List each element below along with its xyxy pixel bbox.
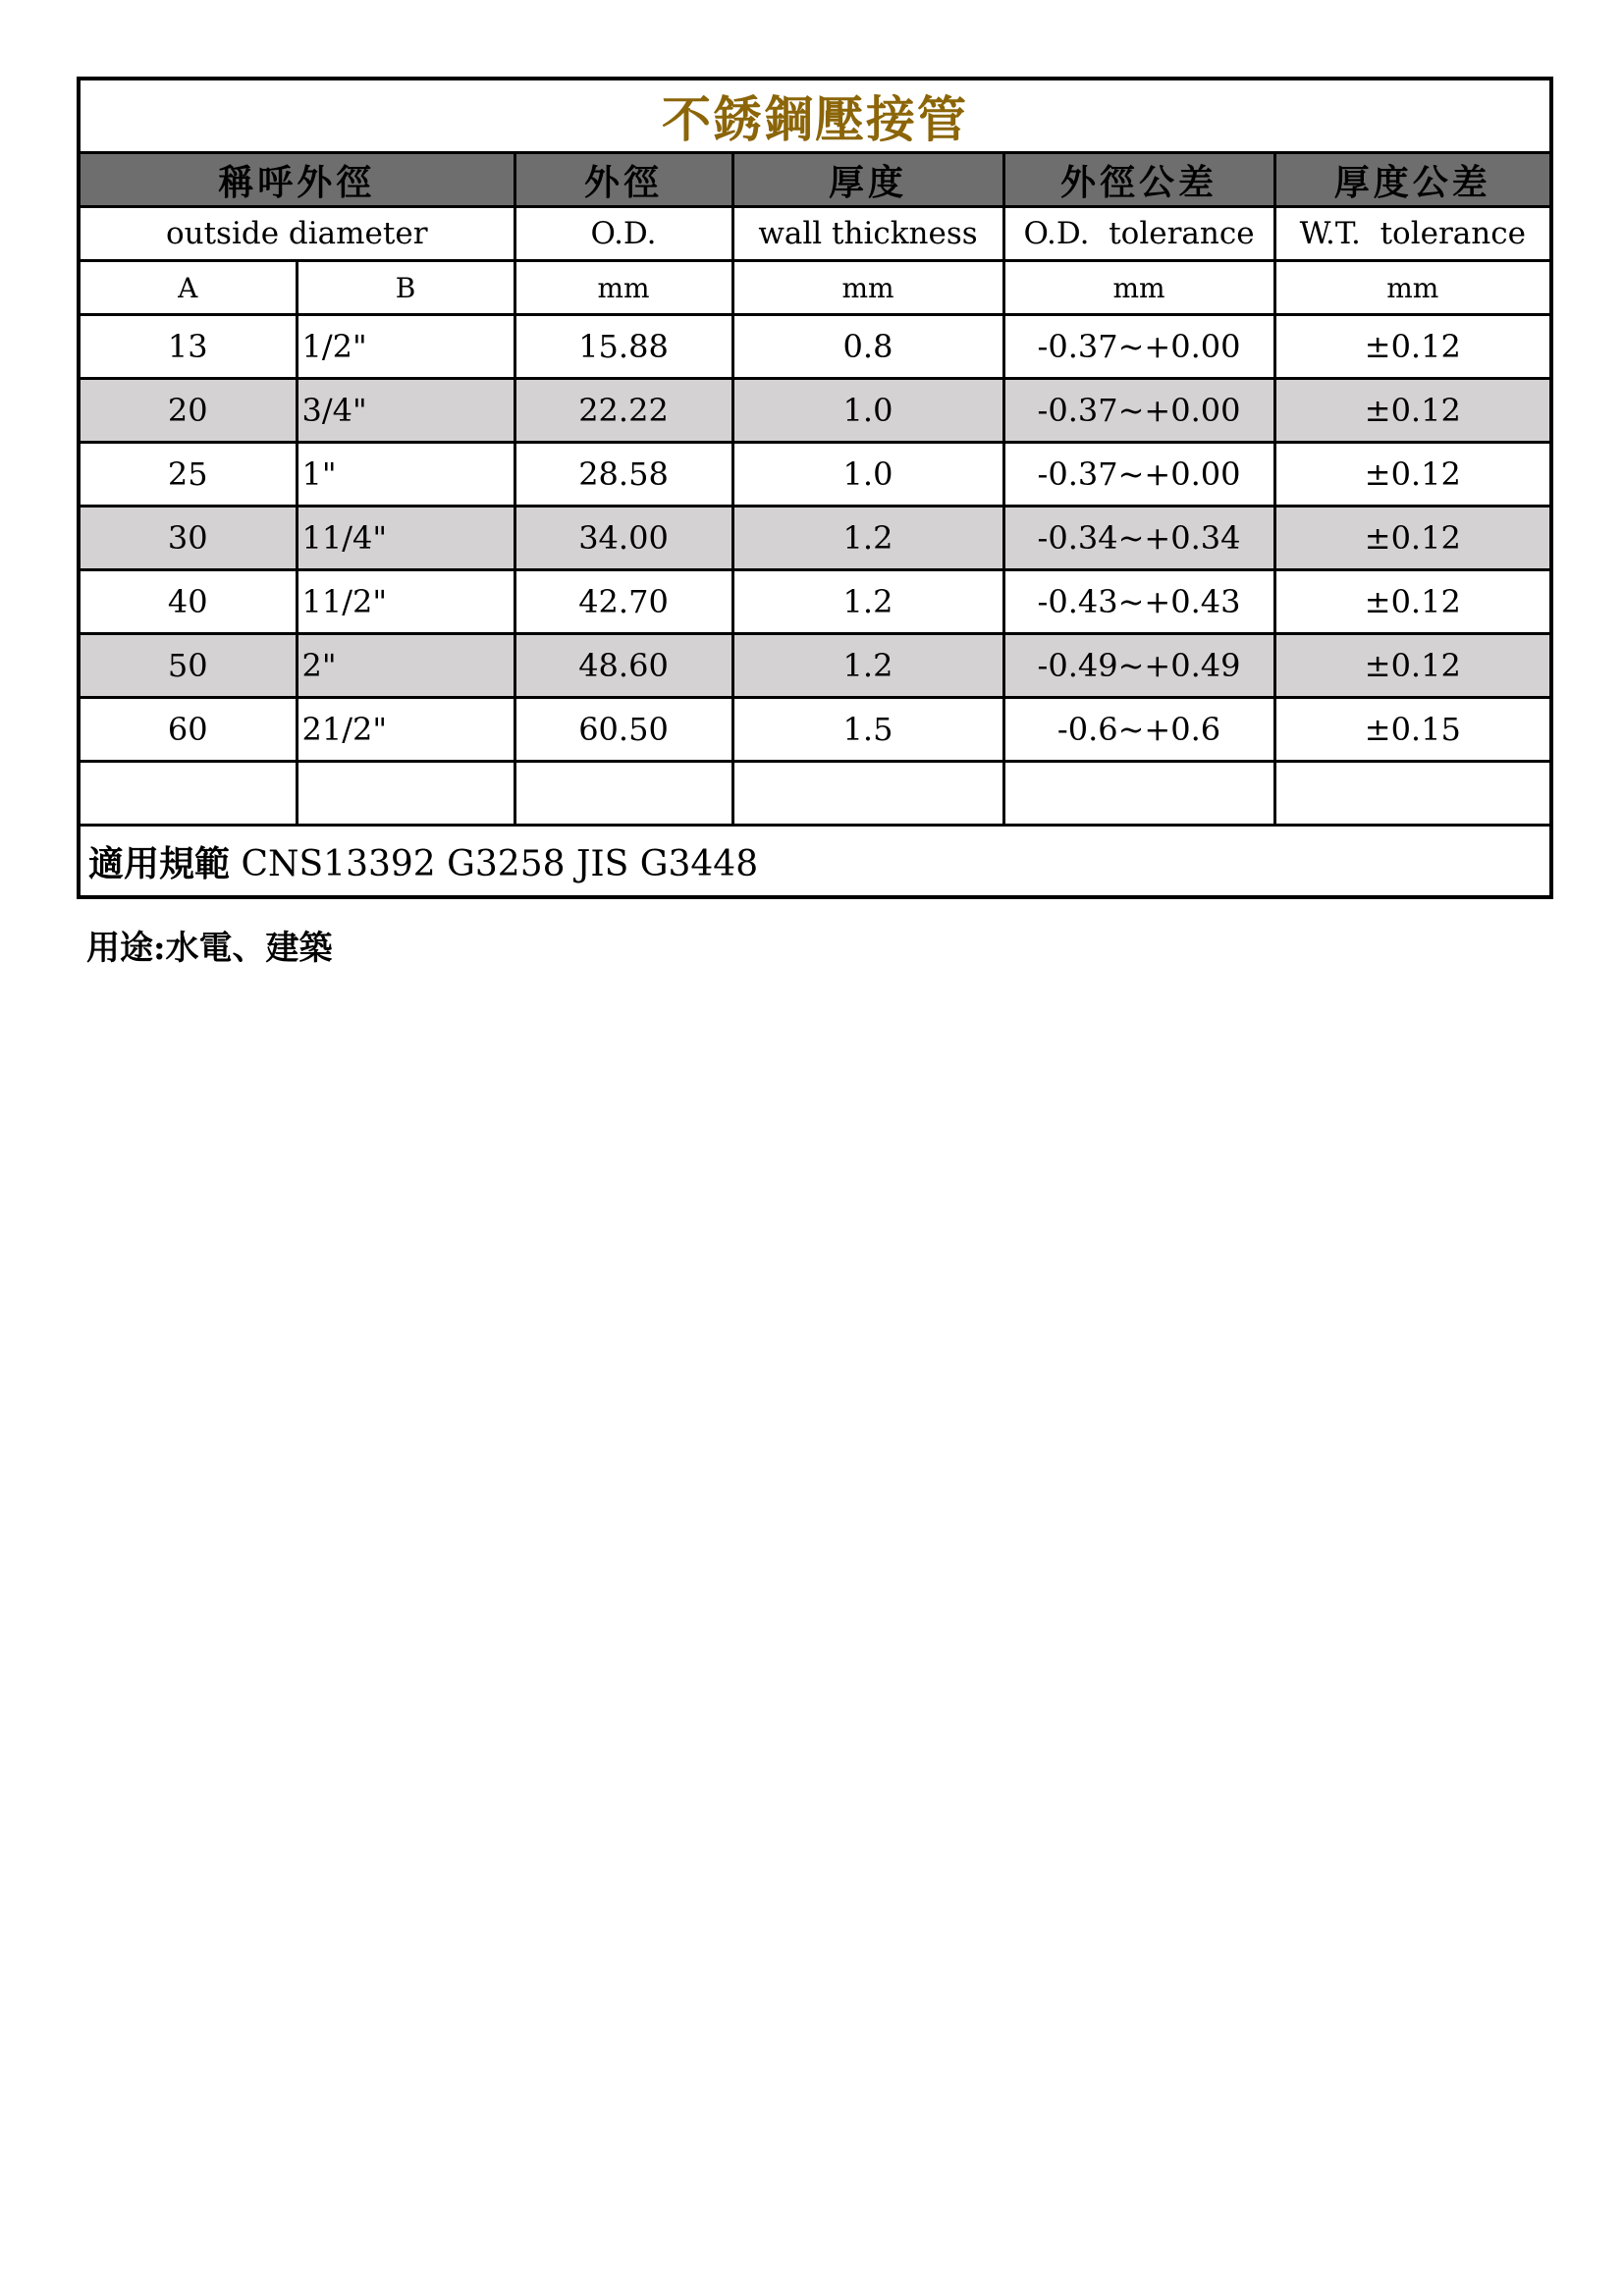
unit-od: mm <box>514 261 732 315</box>
cell-a: 25 <box>79 443 297 507</box>
blank-cell <box>297 762 514 826</box>
cell-od-tol: -0.34~+0.34 <box>1003 507 1274 570</box>
cell-od: 28.58 <box>514 443 732 507</box>
cell-od: 15.88 <box>514 315 732 379</box>
cell-b: 11/4" <box>297 507 514 570</box>
cell-wt: 0.8 <box>732 315 1003 379</box>
header-outer-diameter: 外徑 <box>514 153 732 207</box>
cell-wt-tol: ±0.12 <box>1274 443 1551 507</box>
header-en-od: O.D. <box>514 207 732 261</box>
table-row <box>79 507 1551 570</box>
blank-cell <box>514 762 732 826</box>
cell-wt: 1.2 <box>732 634 1003 698</box>
header-en-od-tolerance: O.D. tolerance <box>1003 207 1274 261</box>
cell-a: 50 <box>79 634 297 698</box>
header-wt-tolerance: 厚度公差 <box>1274 153 1551 207</box>
unit-row <box>79 261 1551 315</box>
cell-od: 60.50 <box>514 698 732 762</box>
usage-text: 用途:水電、建築 <box>86 929 333 968</box>
cell-wt: 1.5 <box>732 698 1003 762</box>
unit-wt-tol: mm <box>1274 261 1551 315</box>
header-thickness: 厚度 <box>732 153 1003 207</box>
cell-od-tol: -0.37~+0.00 <box>1003 315 1274 379</box>
cell-a: 30 <box>79 507 297 570</box>
cell-a: 13 <box>79 315 297 379</box>
cell-a: 60 <box>79 698 297 762</box>
cell-wt-tol: ±0.12 <box>1274 507 1551 570</box>
unit-od-tol: mm <box>1003 261 1274 315</box>
unit-b: B <box>297 261 514 315</box>
table-row <box>79 634 1551 698</box>
cell-wt: 1.0 <box>732 379 1003 443</box>
standard-value: CNS13392 G3258 JIS G3448 <box>241 843 759 884</box>
blank-cell <box>1274 762 1551 826</box>
cell-a: 40 <box>79 570 297 634</box>
cell-b: 21/2" <box>297 698 514 762</box>
table-row <box>79 698 1551 762</box>
cell-b: 1/2" <box>297 315 514 379</box>
blank-cell <box>732 762 1003 826</box>
header-od-tolerance: 外徑公差 <box>1003 153 1274 207</box>
cell-b: 3/4" <box>297 379 514 443</box>
cell-wt-tol: ±0.12 <box>1274 634 1551 698</box>
cell-a: 20 <box>79 379 297 443</box>
standard-cell <box>79 826 1551 898</box>
blank-cell <box>79 762 297 826</box>
cell-b: 2" <box>297 634 514 698</box>
cell-wt-tol: ±0.12 <box>1274 315 1551 379</box>
chinese-header-row <box>79 153 1551 207</box>
standard-label: 適用規範 <box>88 842 231 884</box>
cell-wt: 1.2 <box>732 570 1003 634</box>
cell-od-tol: -0.43~+0.43 <box>1003 570 1274 634</box>
cell-b: 1" <box>297 443 514 507</box>
title-row <box>79 79 1551 153</box>
cell-wt-tol: ±0.12 <box>1274 570 1551 634</box>
cell-wt: 1.0 <box>732 443 1003 507</box>
cell-od: 34.00 <box>514 507 732 570</box>
table-title: 不銹鋼壓接管 <box>79 79 1551 153</box>
header-en-wall-thickness: wall thickness <box>732 207 1003 261</box>
cell-od-tol: -0.6~+0.6 <box>1003 698 1274 762</box>
cell-od: 22.22 <box>514 379 732 443</box>
blank-cell <box>1003 762 1274 826</box>
cell-od-tol: -0.37~+0.00 <box>1003 443 1274 507</box>
header-nominal-diameter: 稱呼外徑 <box>79 153 514 207</box>
header-en-outside-diameter: outside diameter <box>79 207 514 261</box>
table-row <box>79 443 1551 507</box>
cell-od-tol: -0.49~+0.49 <box>1003 634 1274 698</box>
header-en-wt-tolerance: W.T. tolerance <box>1274 207 1551 261</box>
english-header-row <box>79 207 1551 261</box>
table-row <box>79 315 1551 379</box>
standard-row <box>79 826 1551 898</box>
table-row <box>79 570 1551 634</box>
table-row <box>79 379 1551 443</box>
blank-row <box>79 762 1551 826</box>
unit-a: A <box>79 261 297 315</box>
cell-od-tol: -0.37~+0.00 <box>1003 379 1274 443</box>
cell-od: 48.60 <box>514 634 732 698</box>
spec-table <box>77 77 1553 899</box>
cell-b: 11/2" <box>297 570 514 634</box>
cell-wt-tol: ±0.15 <box>1274 698 1551 762</box>
cell-wt-tol: ±0.12 <box>1274 379 1551 443</box>
unit-wt: mm <box>732 261 1003 315</box>
cell-wt: 1.2 <box>732 507 1003 570</box>
cell-od: 42.70 <box>514 570 732 634</box>
